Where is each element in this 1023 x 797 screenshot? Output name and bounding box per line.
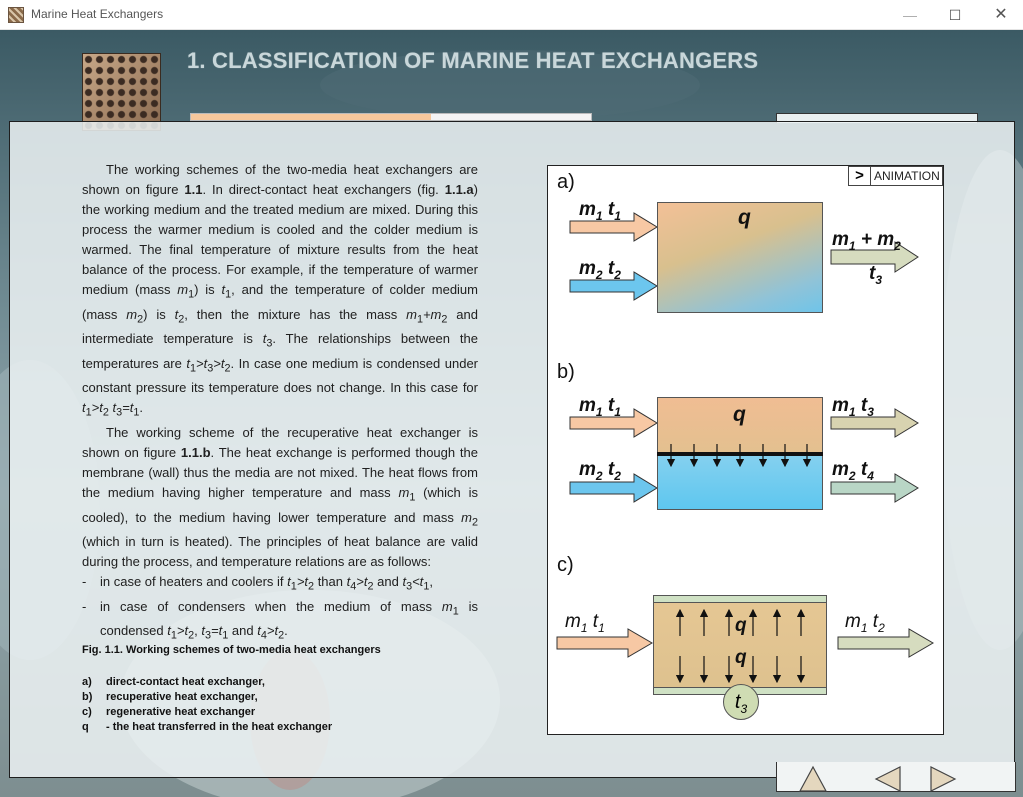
figure-caption: Fig. 1.1. Working schemes of two-media heat exchangers bbox=[82, 644, 381, 656]
legend-row: q - the heat transferred in the heat exchanger bbox=[82, 721, 333, 733]
list-item: - in case of heaters and coolers if $t_1>t_2$ than $t_4>t_2$ and $t_3<t_1$, bbox=[82, 574, 433, 593]
play-icon: > bbox=[849, 167, 871, 185]
list-item: - in case of condensers when the medium of mass $m_1$ is condensed $t_1>t_2$, $t_3=t_1$ and $t_4>t_2$. bbox=[82, 598, 478, 642]
flow-label-b-in1: $m_1$ $t_1$ bbox=[579, 395, 621, 419]
paragraph-recuperative: The working scheme of the recuperative heat exchanger is shown on figure 1.1.b. The heat exchange is performed though the membrane (wall) thus the media are not mixed. The heat flows from the medium having higher temperature and mass $m_1$ (which is cooled), to the medium having lower temperature and mass $m_2$ (which in turn is heated). The principles of heat balance are valid during the process, and temperature relations are as follows: bbox=[82, 424, 478, 570]
regenerator-matrix bbox=[653, 595, 827, 695]
flow-label-a-out: $m_1 + m_2$ bbox=[832, 229, 901, 253]
flow-label-b-in2: $m_2$ $t_2$ bbox=[579, 459, 621, 483]
figure-c-label: c) bbox=[557, 554, 574, 576]
flow-label-a-out-temp: $t_3$ bbox=[869, 263, 883, 287]
left-triangle-icon[interactable] bbox=[873, 765, 903, 793]
flow-label-a-in2: $m_2$ $t_2$ bbox=[579, 258, 621, 282]
separating-wall bbox=[657, 452, 823, 456]
minimize-button[interactable]: — bbox=[903, 7, 917, 23]
figure-a-label: a) bbox=[557, 171, 575, 193]
close-button[interactable]: ✕ bbox=[994, 6, 1008, 23]
heat-label-b: q bbox=[733, 403, 746, 426]
cold-medium-chamber bbox=[657, 456, 823, 510]
heat-label-a: q bbox=[738, 206, 751, 229]
maximize-button[interactable]: ☐ bbox=[948, 7, 962, 23]
flow-label-a-in1: $m_1$ $t_1$ bbox=[579, 199, 621, 223]
heat-label-c-bottom: q bbox=[735, 647, 747, 668]
legend-row: c) regenerative heat exchanger bbox=[82, 706, 256, 718]
temperature-t3-badge: $t_3$ bbox=[723, 684, 759, 720]
legend-row: a) direct-contact heat exchanger, bbox=[82, 676, 265, 688]
legend-row: b) recuperative heat exchanger, bbox=[82, 691, 258, 703]
flow-label-b-out2: $m_2$ $t_4$ bbox=[832, 459, 874, 483]
flow-label-c-in: $m_1$ $t_1$ bbox=[565, 611, 605, 635]
window-title: Marine Heat Exchangers bbox=[31, 7, 164, 21]
animation-label: ANIMATION bbox=[874, 169, 940, 183]
page-title: 1. CLASSIFICATION OF MARINE HEAT EXCHANGERS bbox=[187, 48, 759, 73]
flow-label-c-out: $m_1$ $t_2$ bbox=[845, 611, 885, 635]
paragraph-direct-contact: The working schemes of the two-media heat exchangers are shown on figure 1.1. In direct-contact heat exchangers (fig. 1.1.a) the working medium and the treated medium are mixed. During this process the warmer medium is cooled and the colder medium is warmed. The final temperature of mixture results from the heat balance of the process. For example, if the temperature of warmer medium (mass $m_1$) is $t_1$, and the temperature of colder medium (mass $m_2$) is $t_2$, then the mixture has the mass $m_1+m_2$ and intermediate temperature is $t_3$. The relationships between the temperatures are $t_1>t_3>t_2$. In case one medium is condensed under constant pressure its temperature does not change. In this case for $t_1>t_2$ $t_3=t_1$. bbox=[82, 162, 478, 419]
figure-b-label: b) bbox=[557, 361, 575, 383]
heat-label-c-top: q bbox=[735, 615, 747, 636]
up-triangle-icon[interactable] bbox=[798, 765, 828, 793]
flow-label-b-out1: $m_1$ $t_3$ bbox=[832, 395, 874, 419]
right-triangle-icon[interactable] bbox=[928, 765, 958, 793]
